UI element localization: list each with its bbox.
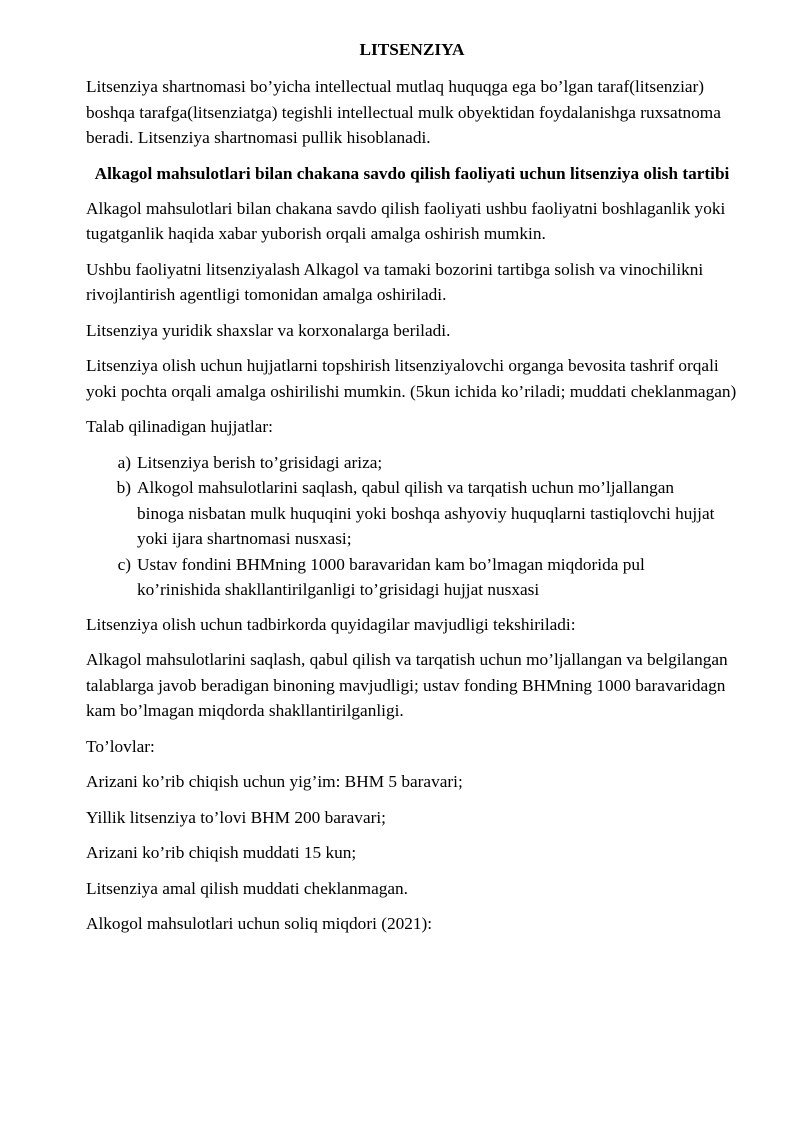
paragraph-required-documents-heading: Talab qilinadigan hujjatlar:: [86, 417, 273, 436]
paragraph-review-period: Arizani ko’rib chiqish muddati 15 kun;: [86, 843, 357, 862]
list-item-text: Alkogol mahsulotlarini saqlash, qabul qilish va tarqatish uchun mo’ljallangan binoga nisbatan mulk huquqini yoki boshqa ashyoviy huquqlarni tastiqlovchi hujjat yoki ijara shartnomasi nusxasi;: [137, 478, 715, 548]
document-title: LITSENZIYA: [359, 40, 465, 59]
paragraph-license-recipients: Litsenziya yuridik shaxslar va korxonalarga beriladi.: [86, 320, 451, 340]
list-item: [86, 475, 738, 552]
paragraph-payments-heading: To’lovlar:: [86, 736, 155, 756]
list-item: [86, 552, 738, 603]
list-marker: a): [117, 452, 131, 472]
paragraph-inspection-heading: Litsenziya olish uchun tadbirkorda quyidagilar mavjudligi tekshiriladi:: [86, 614, 576, 634]
paragraph-retail-notification: Alkagol mahsulotlari bilan chakana savdo qilish faoliyati ushbu faoliyatni boshlaganlik yoki tugatganlik haqida xabar yuborish orqali amalga oshirish mumkin.: [86, 198, 726, 243]
list-item: [86, 450, 738, 476]
intro-paragraph: Litsenziya shartnomasi bo’yicha intellectual mutlaq huquqga ega bo’lgan taraf(litsenziar) boshqa tarafga(litsenziatga) tegishli intellectual mulk obyektidan foydalanishga ruxsatnoma beradi. Litsenziya shartnomasi pullik hisoblanadi.: [86, 77, 721, 147]
list-marker: b): [116, 478, 131, 497]
paragraph-submission-method: Litsenziya olish uchun hujjatlarni topshirish litsenziyalovchi organga bevosita tashrif orqali yoki pochta orqali amalga oshirilishi mumkin. (5kun ichida ko’riladi; muddati cheklanmagan): [86, 356, 737, 401]
list-item-text: Litsenziya berish to’grisidagi ariza;: [137, 452, 383, 472]
required-documents-list: [86, 450, 738, 603]
paragraph-validity-period: Litsenziya amal qilish muddati cheklanmagan.: [86, 878, 409, 898]
paragraph-tax-rate-heading: Alkogol mahsulotlari uchun soliq miqdori (2021):: [86, 914, 433, 933]
section-heading: Alkagol mahsulotlari bilan chakana savdo qilish faoliyati uchun litsenziya olish tartibi: [94, 163, 730, 183]
paragraph-inspection-details: Alkagol mahsulotlarini saqlash, qabul qilish va tarqatish uchun mo’ljallangan va belgilangan talablarga javob beradigan binoning mavjudligi; ustav fonding BHMning 1000 baravaridagn kam bo’lmagan miqdorda shakllantirilganligi.: [86, 650, 728, 720]
paragraph-annual-fee: Yillik litsenziya to’lovi BHM 200 baravari;: [86, 807, 386, 827]
list-marker: c): [117, 554, 131, 574]
document-page: [86, 38, 738, 947]
list-item-text: Ustav fondini BHMning 1000 baravaridan kam bo’lmagan miqdorida pul ko’rinishida shakllantirilganligi to’grisidagi hujjat nusxasi: [137, 554, 645, 599]
paragraph-licensing-agency: Ushbu faoliyatni litsenziyalash Alkagol va tamaki bozorini tartibga solish va vinochilikni rivojlantirish agentligi tomonidan amalga oshiriladi.: [86, 259, 704, 304]
paragraph-application-fee: Arizani ko’rib chiqish uchun yig’im: BHM 5 baravari;: [86, 772, 463, 791]
